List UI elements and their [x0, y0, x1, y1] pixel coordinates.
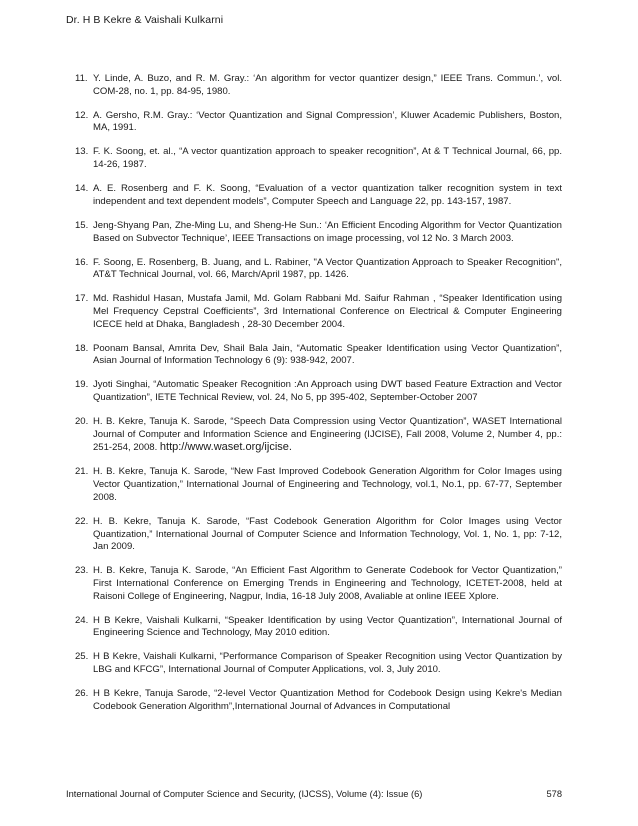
reference-text: [93, 343, 562, 368]
reference-number: 13.: [75, 146, 89, 158]
reference-citation: F. Soong, E. Rosenberg, B. Juang, and L. Rabiner, "A Vector Quantization Approach to Speaker Recognition", AT&T Technical Journal, vol. 66, March/April 1987, pp. 1426.: [93, 256, 562, 281]
reference-text: [93, 416, 562, 455]
reference-text: [93, 466, 562, 504]
reference-text: [93, 379, 562, 404]
reference-number: 19.: [75, 379, 89, 391]
reference-citation: H. B. Kekre, Tanuja K. Sarode, “New Fast Improved Codebook Generation Algorithm for Color Images using Vector Quantization,” International Journal of Engineering and Technology, vol.1, No.1, pp. 67-77, September 2008.: [93, 466, 562, 503]
reference-number: 26.: [75, 688, 89, 700]
reference-item: [76, 379, 562, 404]
reference-text: [93, 73, 562, 98]
reference-number: 22.: [75, 515, 89, 527]
reference-item: [76, 615, 562, 640]
reference-citation: Jyoti Singhai, “Automatic Speaker Recognition :An Approach using DWT based Feature Extraction and Vector Quantization”, IETE Technical Review, vol. 24, No 5, pp 395-402, September-October 2007: [93, 379, 562, 404]
reference-number: 14.: [75, 183, 89, 195]
reference-item: [76, 73, 562, 98]
reference-item: [76, 293, 562, 331]
reference-text: [93, 257, 562, 282]
reference-number: 20.: [75, 416, 89, 428]
reference-url-link[interactable]: http://www.waset.org/ijcise.: [159, 441, 292, 454]
reference-citation: H. B. Kekre, Tanuja K. Sarode, “Fast Codebook Generation Algorithm for Color Images using Vector Quantization,” International Journal of Computer Science and Information Technology, Vol. 1, No. 1, pp: 7-12, Jan 2009.: [93, 515, 562, 553]
reference-item: [76, 146, 562, 171]
reference-number: 15.: [75, 219, 89, 231]
reference-text: [93, 651, 562, 676]
reference-item: [76, 651, 562, 676]
reference-item: [76, 257, 562, 282]
running-header: Dr. H B Kekre & Vaishali Kulkarni: [66, 14, 224, 26]
reference-number: 16.: [75, 256, 89, 268]
reference-item: [76, 183, 562, 208]
reference-text: [93, 688, 562, 713]
page-number: 578: [546, 789, 562, 799]
reference-citation: A. Gersho, R.M. Gray.: ‘Vector Quantization and Signal Compression’, Kluwer Academic Publishers, Boston, MA, 1991.: [93, 109, 562, 134]
reference-number: 12.: [75, 109, 89, 121]
reference-citation: Jeng-Shyang Pan, Zhe-Ming Lu, and Sheng-He Sun.: ‘An Efficient Encoding Algorithm for Vector Quantization Based on Subvector Technique’, IEEE Transactions on image processing, vol 12 No. 3 March 2003.: [93, 219, 562, 244]
reference-number: 25.: [75, 651, 89, 663]
reference-text: [93, 615, 562, 640]
reference-citation: Poonam Bansal, Amrita Dev, Shail Bala Jain, “Automatic Speaker Identification using Vector Quantization”, Asian Journal of Information Technology 6 (9): 938-942, 2007.: [93, 342, 562, 367]
reference-citation: H B Kekre, Vaishali Kulkarni, “Performance Comparison of Speaker Recognition using Vector Quantization by LBG and KFCG”, International Journal of Computer Applications, vol. 3, July 2010.: [93, 651, 562, 676]
reference-item: [76, 220, 562, 245]
reference-item: [76, 688, 562, 713]
reference-item: [76, 466, 562, 504]
reference-citation: H. B. Kekre, Tanuja K. Sarode, “Speech Data Compression using Vector Quantization”, WASET International Journal of Computer and Information Science and Engineering (IJCISE), Fall 2008, Volume 2, Number 4, pp.: 251-254, 2008.: [93, 416, 562, 454]
reference-text: [93, 146, 562, 171]
reference-number: 21.: [75, 466, 89, 478]
reference-item: [76, 110, 562, 135]
reference-text: [93, 565, 562, 603]
reference-text: [93, 220, 562, 245]
reference-text: [93, 516, 562, 554]
reference-citation: F. K. Soong, et. al., “A vector quantization approach to speaker recognition”, At & T Technical Journal, 66, pp. 14-26, 1987.: [93, 146, 562, 171]
page-footer: [66, 789, 562, 799]
reference-citation: H B Kekre, Vaishali Kulkarni, “Speaker Identification by using Vector Quantization”, International Journal of Engineering Science and Technology, May 2010 edition.: [93, 614, 562, 639]
reference-number: 17.: [75, 293, 89, 305]
reference-text: [93, 293, 562, 331]
reference-text: [93, 110, 562, 135]
reference-item: [76, 565, 562, 603]
reference-number: 24.: [75, 614, 89, 626]
reference-number: 18.: [75, 342, 89, 354]
reference-citation: H. B. Kekre, Tanuja K. Sarode, “An Efficient Fast Algorithm to Generate Codebook for Vector Quantization,” First International Conference on Emerging Trends in Engineering and Technology, ICETET-2008, held at Raisoni College of Engineering, Nagpur, India, 16-18 July 2008, Avaliable at online IEEE Xplore.: [93, 565, 562, 602]
reference-citation: H B Kekre, Tanuja Sarode, “2-level Vector Quantization Method for Codebook Design using Kekre's Median Codebook Generation Algorithm”,International Journal of Advances in Computational: [93, 688, 562, 712]
reference-citation: Y. Linde, A. Buzo, and R. M. Gray.: ‘An algorithm for vector quantizer design,” IEEE Trans. Commun.’, vol. COM-28, no. 1, pp. 84-95, 1980.: [93, 73, 562, 97]
footer-journal-citation: International Journal of Computer Science and Security, (IJCSS), Volume (4): Issue (6): [66, 789, 423, 799]
reference-item: [76, 516, 562, 554]
reference-citation: A. E. Rosenberg and F. K. Soong, “Evaluation of a vector quantization talker recognition system in text independent and text dependent models”, Computer Speech and Language 22, pp. 143-157, 1987.: [93, 183, 562, 207]
reference-number: 23.: [75, 565, 89, 577]
reference-number: 11.: [75, 73, 88, 84]
reference-text: [93, 183, 562, 208]
reference-item: [76, 343, 562, 368]
reference-list: [76, 73, 562, 725]
reference-citation: Md. Rashidul Hasan, Mustafa Jamil, Md. Golam Rabbani Md. Saifur Rahman , “Speaker Identification using Mel Frequency Cepstral Coefficients”, 3rd International Conference on Electrical & Computer Engineering ICECE held at Dhaka, Bangladesh , 28-30 December 2004.: [93, 293, 562, 330]
reference-item: [76, 416, 562, 455]
